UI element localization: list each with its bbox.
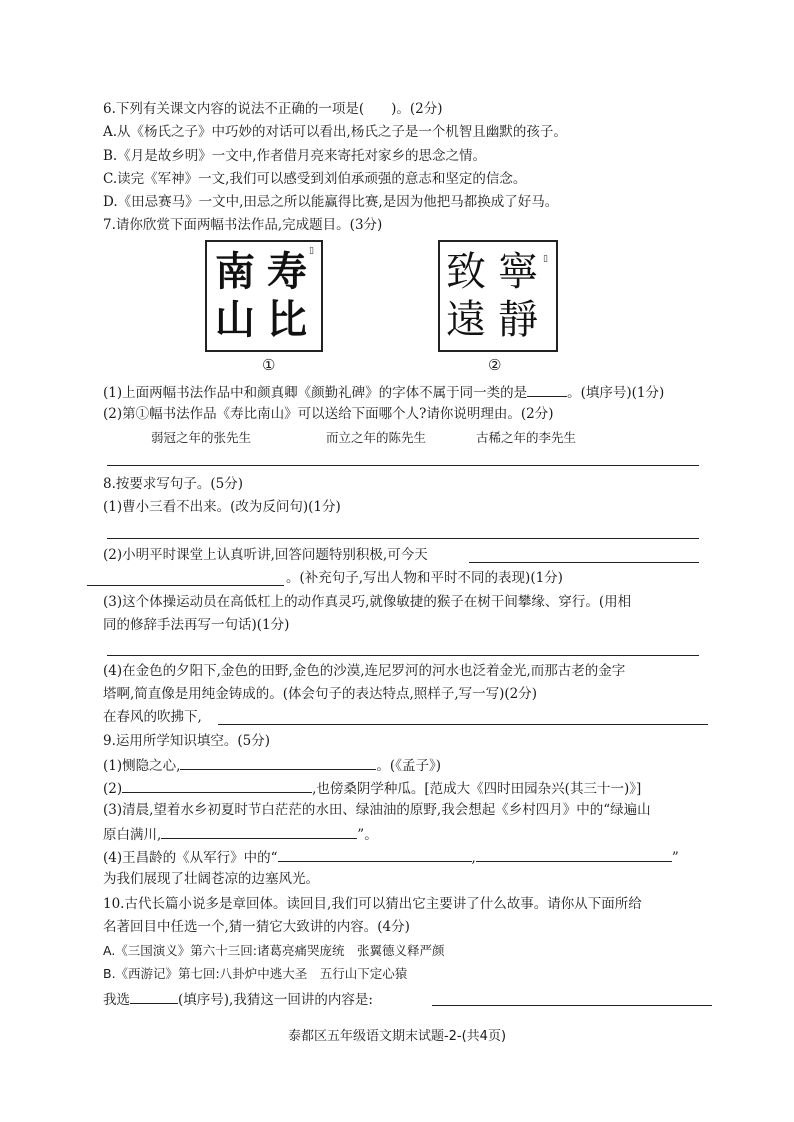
q8-part-1: (1)曹小三看不出来。(改为反问句)(1分) bbox=[103, 499, 341, 515]
q8-part-2b: 。(补充句子,写出人物和平时不同的表现)(1分) bbox=[286, 570, 563, 586]
q9-part-3b: 原白满川, ”。 bbox=[103, 823, 378, 845]
answer-line[interactable] bbox=[87, 585, 284, 586]
q7-stem: 7.请你欣赏下面两幅书法作品,完成题目。(3分) bbox=[103, 217, 383, 233]
q9-part-2: (2) ,也傍桑阴学种瓜。[范成大《四时田园杂兴(其三十一)》] bbox=[103, 777, 641, 799]
answer-blank[interactable] bbox=[161, 823, 357, 839]
choice-2: 而立之年的陈先生 bbox=[326, 430, 427, 445]
answer-line[interactable] bbox=[432, 1005, 712, 1006]
q9-part-4a: (4)王昌龄的《从军行》中的“ , ” bbox=[103, 846, 679, 868]
q9-part-3a: (3)清晨,望着水乡初夏时节白茫茫的水田、绿油油的原野,我会想起《乡村四月》中的“绿遍山 bbox=[103, 802, 651, 818]
seal-icon: ▯ bbox=[543, 254, 548, 264]
calligraphy-char: 遠 bbox=[446, 297, 487, 343]
q6-option-c: C.读完《军神》一文,我们可以感受到刘伯承顽强的意志和坚定的信念。 bbox=[103, 171, 527, 187]
calligraphy-char: 致 bbox=[446, 249, 487, 295]
answer-blank[interactable] bbox=[130, 988, 178, 1004]
q8-part-4b: 塔啊,简直像是用纯金铸成的。(体会句子的表达特点,照样子,写一写)(2分) bbox=[103, 686, 538, 702]
answer-line[interactable] bbox=[469, 562, 699, 563]
q8-part-4c: 在春风的吹拂下, bbox=[103, 709, 202, 725]
calligraphy-char: 寧 bbox=[498, 249, 539, 295]
choice-3: 古稀之年的李先生 bbox=[476, 430, 577, 445]
q9-part-1: (1)恻隐之心, 。(《孟子》) bbox=[103, 754, 441, 776]
q6-option-a: A.从《杨氏之子》中巧妙的对话可以看出,杨氏之子是一个机智且幽默的孩子。 bbox=[103, 124, 567, 140]
q9-part-4b: 为我们展现了壮阔苍凉的边塞风光。 bbox=[103, 871, 319, 887]
answer-blank[interactable] bbox=[278, 846, 472, 862]
answer-blank[interactable] bbox=[122, 777, 312, 793]
answer-blank[interactable] bbox=[476, 846, 672, 862]
choice-1: 弱冠之年的张先生 bbox=[151, 430, 252, 445]
answer-blank[interactable] bbox=[180, 754, 376, 770]
calligraphy-work-1 bbox=[205, 240, 323, 352]
q10-stem-b: 名著回目中任选一个,猜一猜它大致讲的内容。(4分) bbox=[103, 919, 410, 935]
answer-line[interactable] bbox=[107, 655, 699, 656]
q8-stem: 8.按要求写句子。(5分) bbox=[103, 476, 244, 492]
calligraphy-char: 山 bbox=[215, 296, 255, 343]
work-1-number: ① bbox=[262, 356, 276, 374]
q9-stem: 9.运用所学知识填空。(5分) bbox=[103, 733, 271, 749]
calligraphy-char: 寿 bbox=[267, 248, 307, 295]
q8-part-4a: (4)在金色的夕阳下,金色的田野,金色的沙漠,连尼罗河的河水也泛着金光,而那古老的金字 bbox=[103, 663, 626, 679]
answer-blank[interactable] bbox=[527, 381, 567, 397]
q8-part-2a: (2)小明平时课堂上认真听讲,回答问题特别积极,可今天 bbox=[103, 547, 428, 563]
q10-option-a: A.《三国演义》第六十三回:诸葛亮痛哭庞统 张翼德义释严颜 bbox=[103, 943, 445, 958]
calligraphy-char: 靜 bbox=[498, 297, 539, 343]
page-footer: 泰都区五年级语文期末试题-2-(共4页) bbox=[287, 1029, 507, 1044]
work-2-number: ② bbox=[488, 356, 502, 374]
calligraphy-char: 南 bbox=[215, 248, 255, 295]
q8-part-3a: (3)这个体操运动员在高低杠上的动作真灵巧,就像敏捷的猴子在树干间攀缘、穿行。(用相 bbox=[103, 594, 632, 610]
seal-icon: ▯ bbox=[309, 246, 314, 256]
q6-option-d: D.《田忌赛马》一文中,田忌之所以能赢得比赛,是因为他把马都换成了好马。 bbox=[103, 194, 559, 210]
q6-option-b: B.《月是故乡明》一文中,作者借月亮来寄托对家乡的思念之情。 bbox=[103, 148, 487, 164]
q10-answer-row: 我选 (填序号),我猜这一回讲的内容是: bbox=[103, 988, 373, 1010]
q7-part-1: (1)上面两幅书法作品中和颜真卿《颜勤礼碑》的字体不属于同一类的是 。(填序号)(1分) bbox=[103, 381, 664, 403]
answer-line[interactable] bbox=[107, 465, 699, 466]
answer-line[interactable] bbox=[107, 538, 699, 539]
q10-option-b: B.《西游记》第七回:八卦炉中逃大圣 五行山下定心猿 bbox=[103, 966, 408, 981]
answer-line[interactable] bbox=[218, 724, 708, 725]
q8-part-3b: 同的修辞手法再写一句话)(1分) bbox=[103, 617, 290, 633]
q6-stem: 6.下列有关课文内容的说法不正确的一项是( )。(2分) bbox=[103, 101, 443, 117]
calligraphy-char: 比 bbox=[267, 296, 307, 343]
q7-part-2: (2)第①幅书法作品《寿比南山》可以送给下面哪个人?请你说明理由。(2分) bbox=[103, 406, 554, 422]
q10-stem-a: 10.古代长篇小说多是章回体。读回目,我们可以猜出它主要讲了什么故事。请你从下面所给 bbox=[103, 896, 642, 912]
calligraphy-work-2 bbox=[438, 240, 558, 352]
